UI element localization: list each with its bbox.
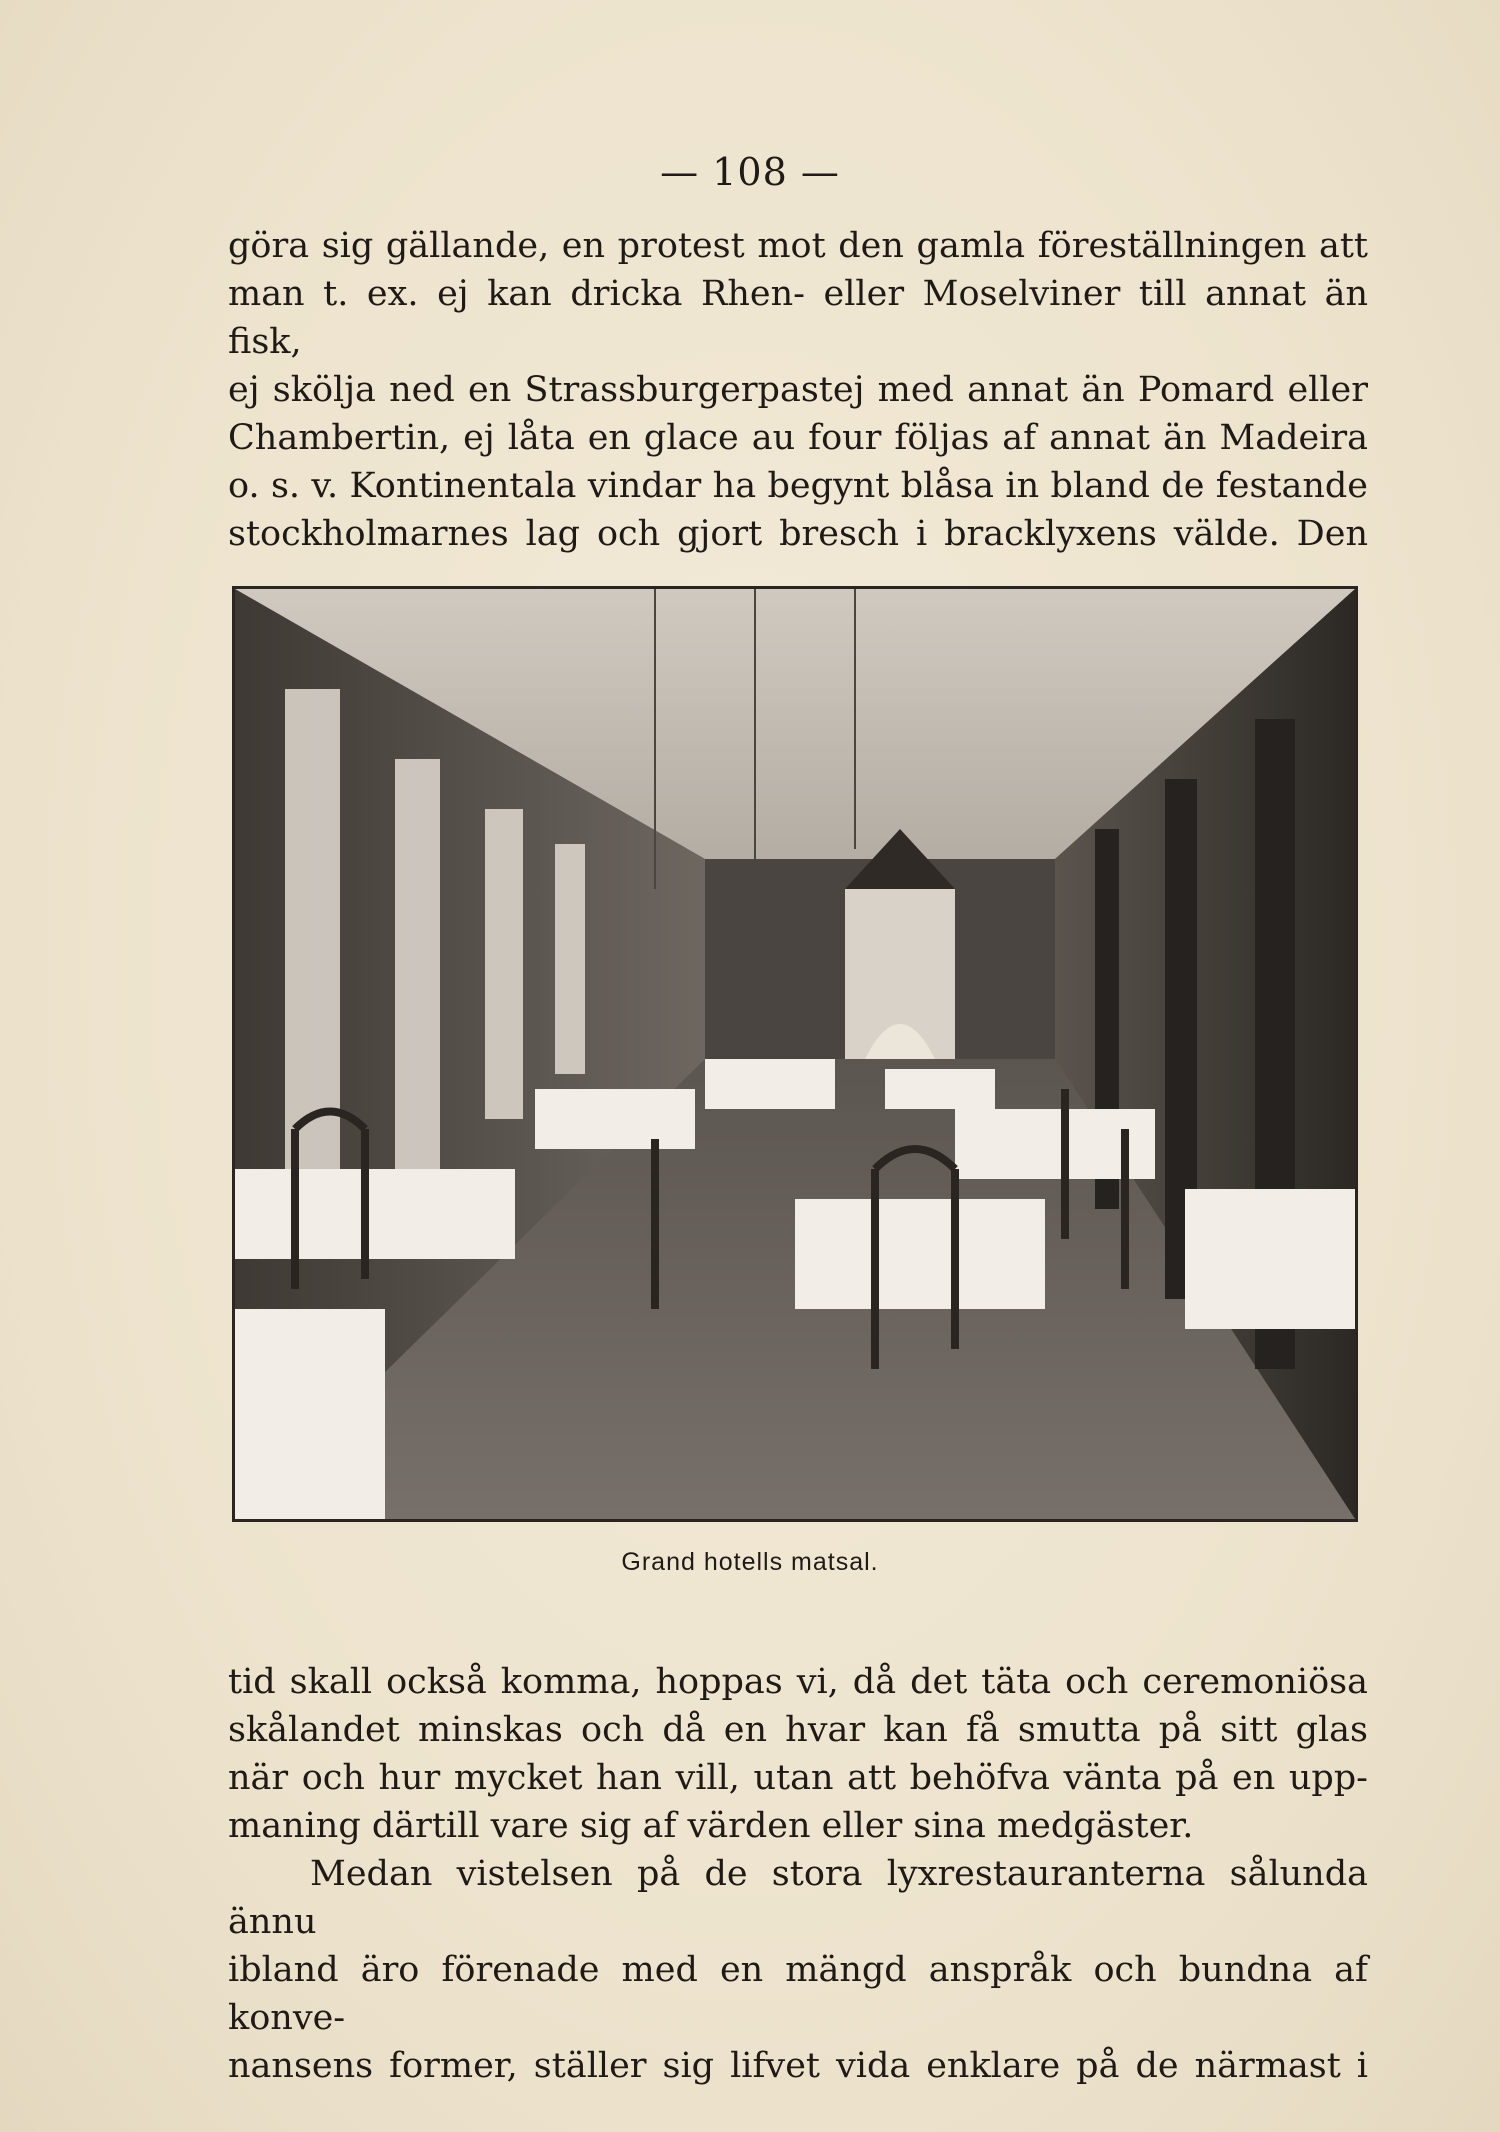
text-line: tid skall också komma, hoppas vi, då det täta och ceremoniösa — [228, 1662, 1368, 1702]
text-line: Chambertin, ej låta en glace au four följas af annat än Madeira — [228, 418, 1368, 458]
page-number: — 108 — — [660, 150, 840, 194]
bottom-paragraph — [228, 1658, 1368, 2090]
photo-illustration — [235, 589, 1355, 1519]
text-line: o. s. v. Kontinentala vindar ha begynt blåsa in bland de festande — [228, 466, 1368, 506]
text-line: skålandet minskas och då en hvar kan få smutta på sitt glas — [228, 1710, 1368, 1750]
text-line: stockholmarnes lag och gjort bresch i bracklyxens välde. Den — [228, 514, 1368, 554]
text-line: ibland äro förenade med en mängd anspråk och bundna af konve- — [228, 1950, 1368, 2038]
dining-hall-photograph — [232, 586, 1358, 1522]
text-line: göra sig gällande, en protest mot den gamla föreställningen att — [228, 226, 1368, 266]
figure-caption: Grand hotells matsal. — [621, 1548, 879, 1576]
text-line: Medan vistelsen på de stora lyxrestauranterna sålunda ännu — [228, 1854, 1368, 1942]
text-line: när och hur mycket han vill, utan att behöfva vänta på en upp- — [228, 1758, 1368, 1798]
text-line: maning därtill vare sig af värden eller sina medgäster. — [228, 1806, 1194, 1846]
text-line: man t. ex. ej kan dricka Rhen- eller Moselviner till annat än fisk, — [228, 274, 1368, 362]
top-paragraph — [228, 222, 1368, 558]
text-line: nansens former, ställer sig lifvet vida enklare på de närmast i — [228, 2046, 1368, 2086]
text-line: ej skölja ned en Strassburgerpastej med annat än Pomard eller — [228, 370, 1368, 410]
